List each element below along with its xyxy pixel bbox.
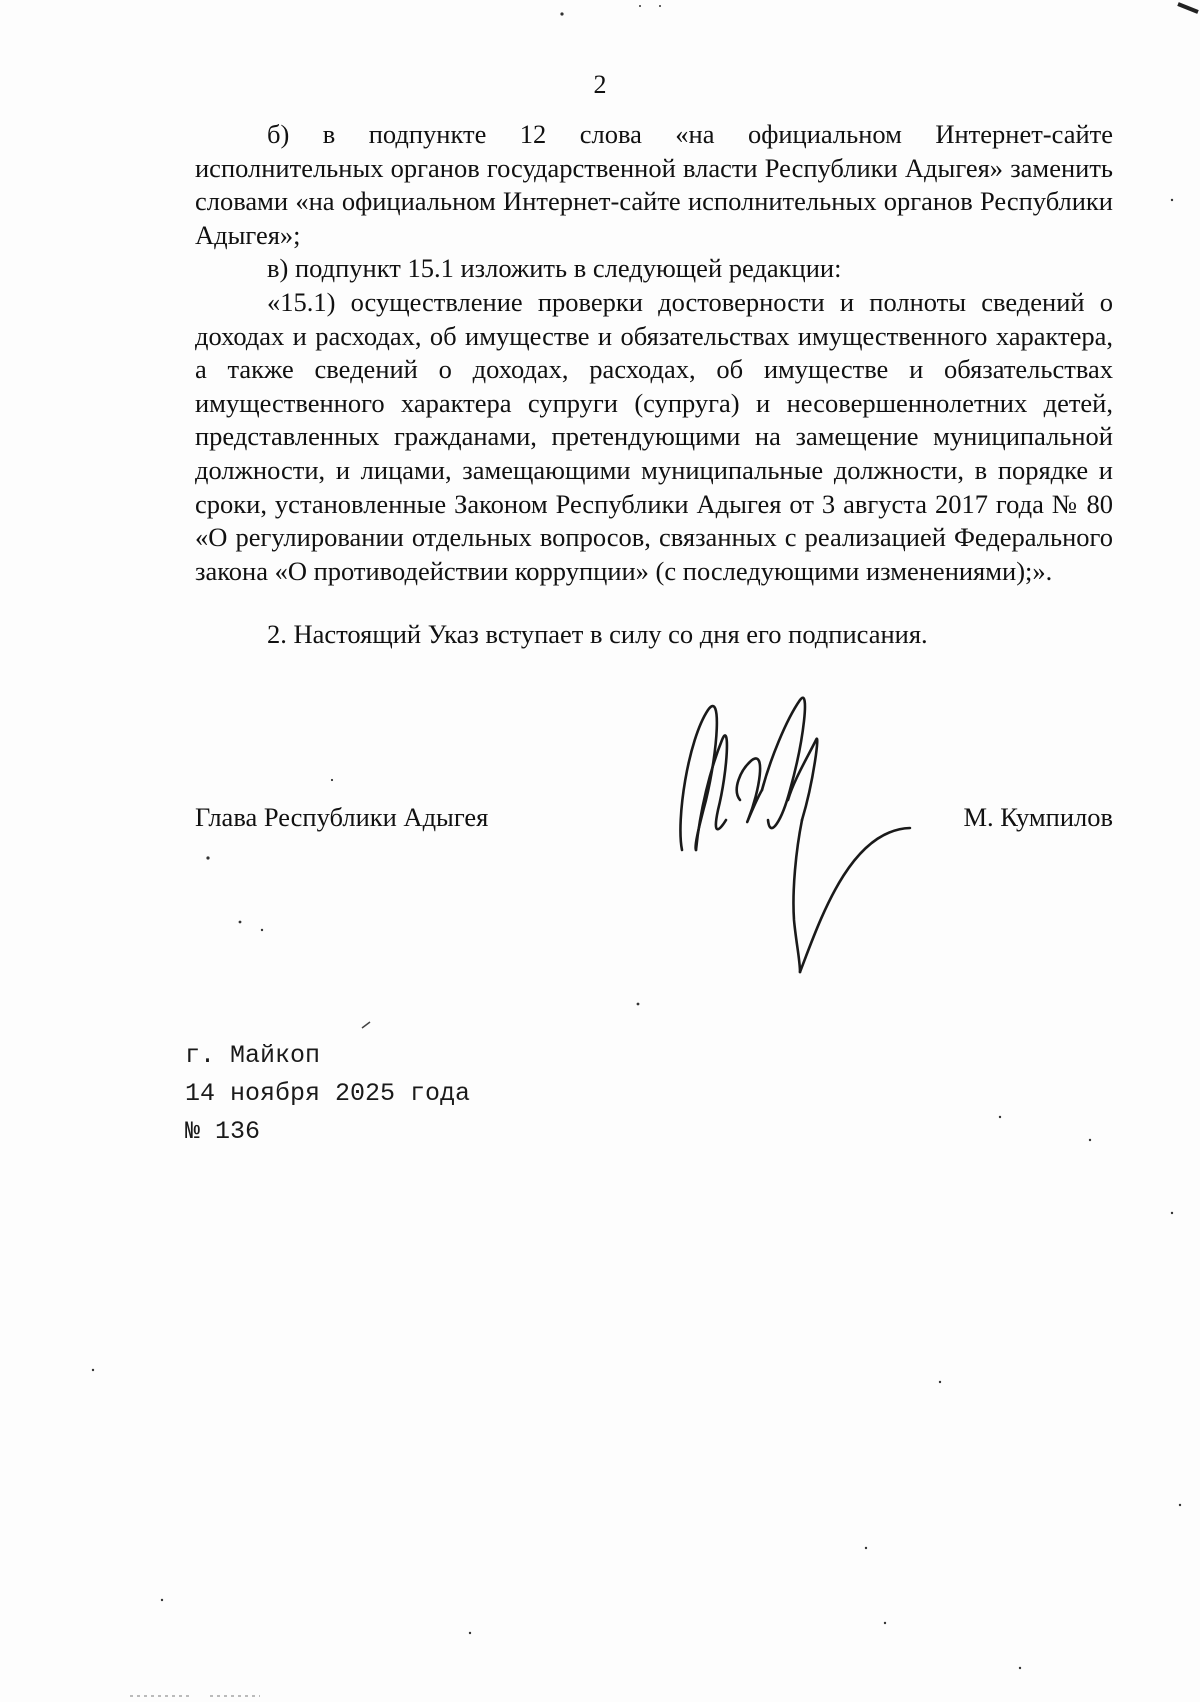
document-body (195, 118, 1113, 652)
signatory-name: М. Кумпилов (963, 802, 1113, 832)
signatory-title: Глава Республики Адыгея (195, 802, 489, 832)
issue-city: г. Майкоп (185, 1041, 321, 1070)
paragraph-effective: 2. Настоящий Указ вступает в силу со дня его подписания. (267, 619, 928, 650)
page-number: 2 (593, 70, 607, 99)
paragraph-subitem-b: б) в подпункте 12 слова «на официальном Интернет-сайте исполнительных органов государственной власти Республики Адыгея» заменить словами «на официальном Интернет-сайте исполнительных органов Республики Адыгея»; (195, 119, 1113, 250)
paragraph-15-1: «15.1) осуществление проверки достоверности и полноты сведений о доходах и расходах, об имуществе и обязательствах имущественного характера, а также сведений о доходах, расходах, об имуществе и обязательствах имущественного характера супруги (супруга) и несовершеннолетних детей, представленных гражданами, претендующими на замещение муниципальной должности, и лицами, замещающими муниципальные должности, в порядке и сроки, установленные Законом Республики Адыгея от 3 августа 2017 года № 80 «О регулировании отдельных вопросов, связанных с реализацией Федерального закона «О противодействии коррупции» (с последующими изменениями);». (195, 286, 1113, 586)
issue-number: № 136 (185, 1117, 261, 1146)
document-footer (185, 1037, 470, 1151)
paragraph-subitem-v: в) подпункт 15.1 изложить в следующей редакции: (267, 253, 842, 284)
issue-date: 14 ноября 2025 года (185, 1079, 471, 1108)
signature-block (195, 800, 1113, 840)
